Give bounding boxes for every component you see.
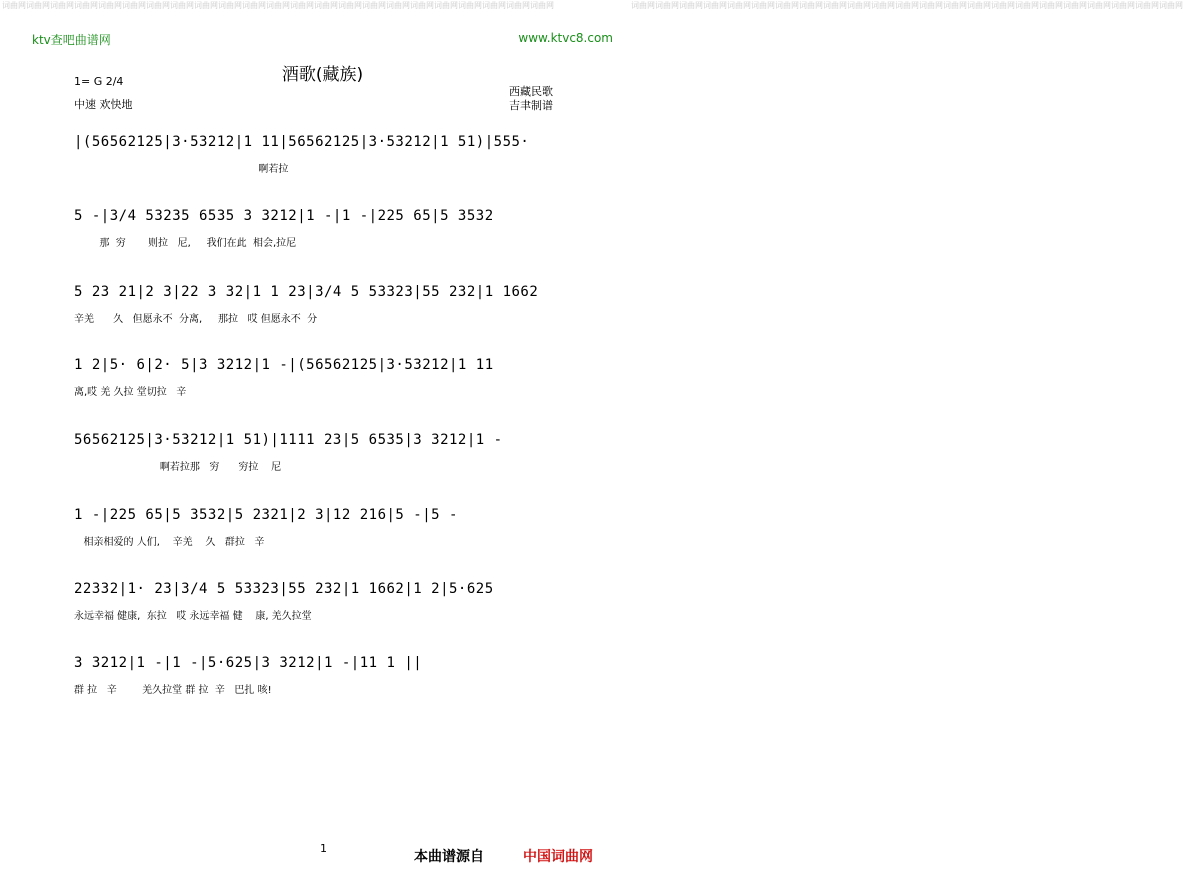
notation-line: 1 -|225 65|5 3532|5 2321|2 3|12 216|5 -|5 -: [74, 507, 458, 523]
watermark-left: 词曲网词曲网词曲网词曲网词曲网词曲网词曲网词曲网词曲网词曲网词曲网词曲网词曲网词曲网词曲网词曲网词曲网词曲网词曲网词曲网词曲网词曲网词曲网: [2, 1, 554, 10]
tempo-marking: 中速 欢快地: [74, 98, 133, 111]
lyrics-line: 啊若拉那 穷 穷拉 尼: [74, 462, 282, 473]
site-name-left[interactable]: ktv查吧曲谱网: [32, 33, 111, 47]
lyrics-line: 辛羌 久 但愿永不 分离, 那拉 哎 但愿永不 分: [74, 314, 318, 325]
notation-line: 56562125|3·53212|1 51)|1111 23|5 6535|3 3212|1 -: [74, 432, 503, 448]
notation-line: 5 23 21|2 3|22 3 32|1 1 23|3/4 5 53323|55 232|1 1662: [74, 284, 539, 300]
notation-line: 3 3212|1 -|1 -|5·625|3 3212|1 -|11 1 ||: [74, 655, 423, 671]
notation-line: 5 -|3/4 53235 6535 3 3212|1 -|1 -|225 65|5 3532: [74, 208, 494, 224]
lyrics-line: 啊若拉: [74, 164, 289, 175]
site-url-right[interactable]: www.ktvc8.com: [518, 31, 613, 45]
notation-line: 22332|1· 23|3/4 5 53323|55 232|1 1662|1 2|5·625: [74, 581, 494, 597]
notation-line: 1 2|5· 6|2· 5|3 3212|1 -|(56562125|3·53212|1 11: [74, 357, 494, 373]
song-origin: 西藏民歌: [509, 85, 553, 98]
watermark-right: 词曲网词曲网词曲网词曲网词曲网词曲网词曲网词曲网词曲网词曲网词曲网词曲网词曲网词曲网词曲网词曲网词曲网词曲网词曲网词曲网词曲网词曲网词曲网: [631, 1, 1183, 10]
arranger-credit: 吉聿制谱: [509, 99, 553, 112]
lyrics-line: 相亲相爱的 人们, 辛羌 久 群拉 辛: [74, 537, 265, 548]
source-label: 本曲谱源自: [414, 849, 484, 865]
lyrics-line: 群 拉 辛 羌久拉堂 群 拉 辛 巴扎 咳!: [74, 685, 272, 696]
key-signature: 1= G 2/4: [74, 75, 124, 88]
notation-line: |(56562125|3·53212|1 11|56562125|3·53212|1 51)|555·: [74, 134, 530, 150]
source-site-link[interactable]: 中国词曲网: [523, 849, 593, 865]
lyrics-line: 那 穷 则拉 尼, 我们在此 相会,拉尼: [74, 238, 297, 249]
page-number: 1: [320, 842, 327, 855]
lyrics-line: 永远幸福 健康, 东拉 哎 永远幸福 健 康, 羌久拉堂: [74, 611, 312, 622]
lyrics-line: 离,哎 羌 久拉 堂切拉 辛: [74, 387, 187, 398]
song-title: 酒歌(藏族): [281, 65, 364, 85]
